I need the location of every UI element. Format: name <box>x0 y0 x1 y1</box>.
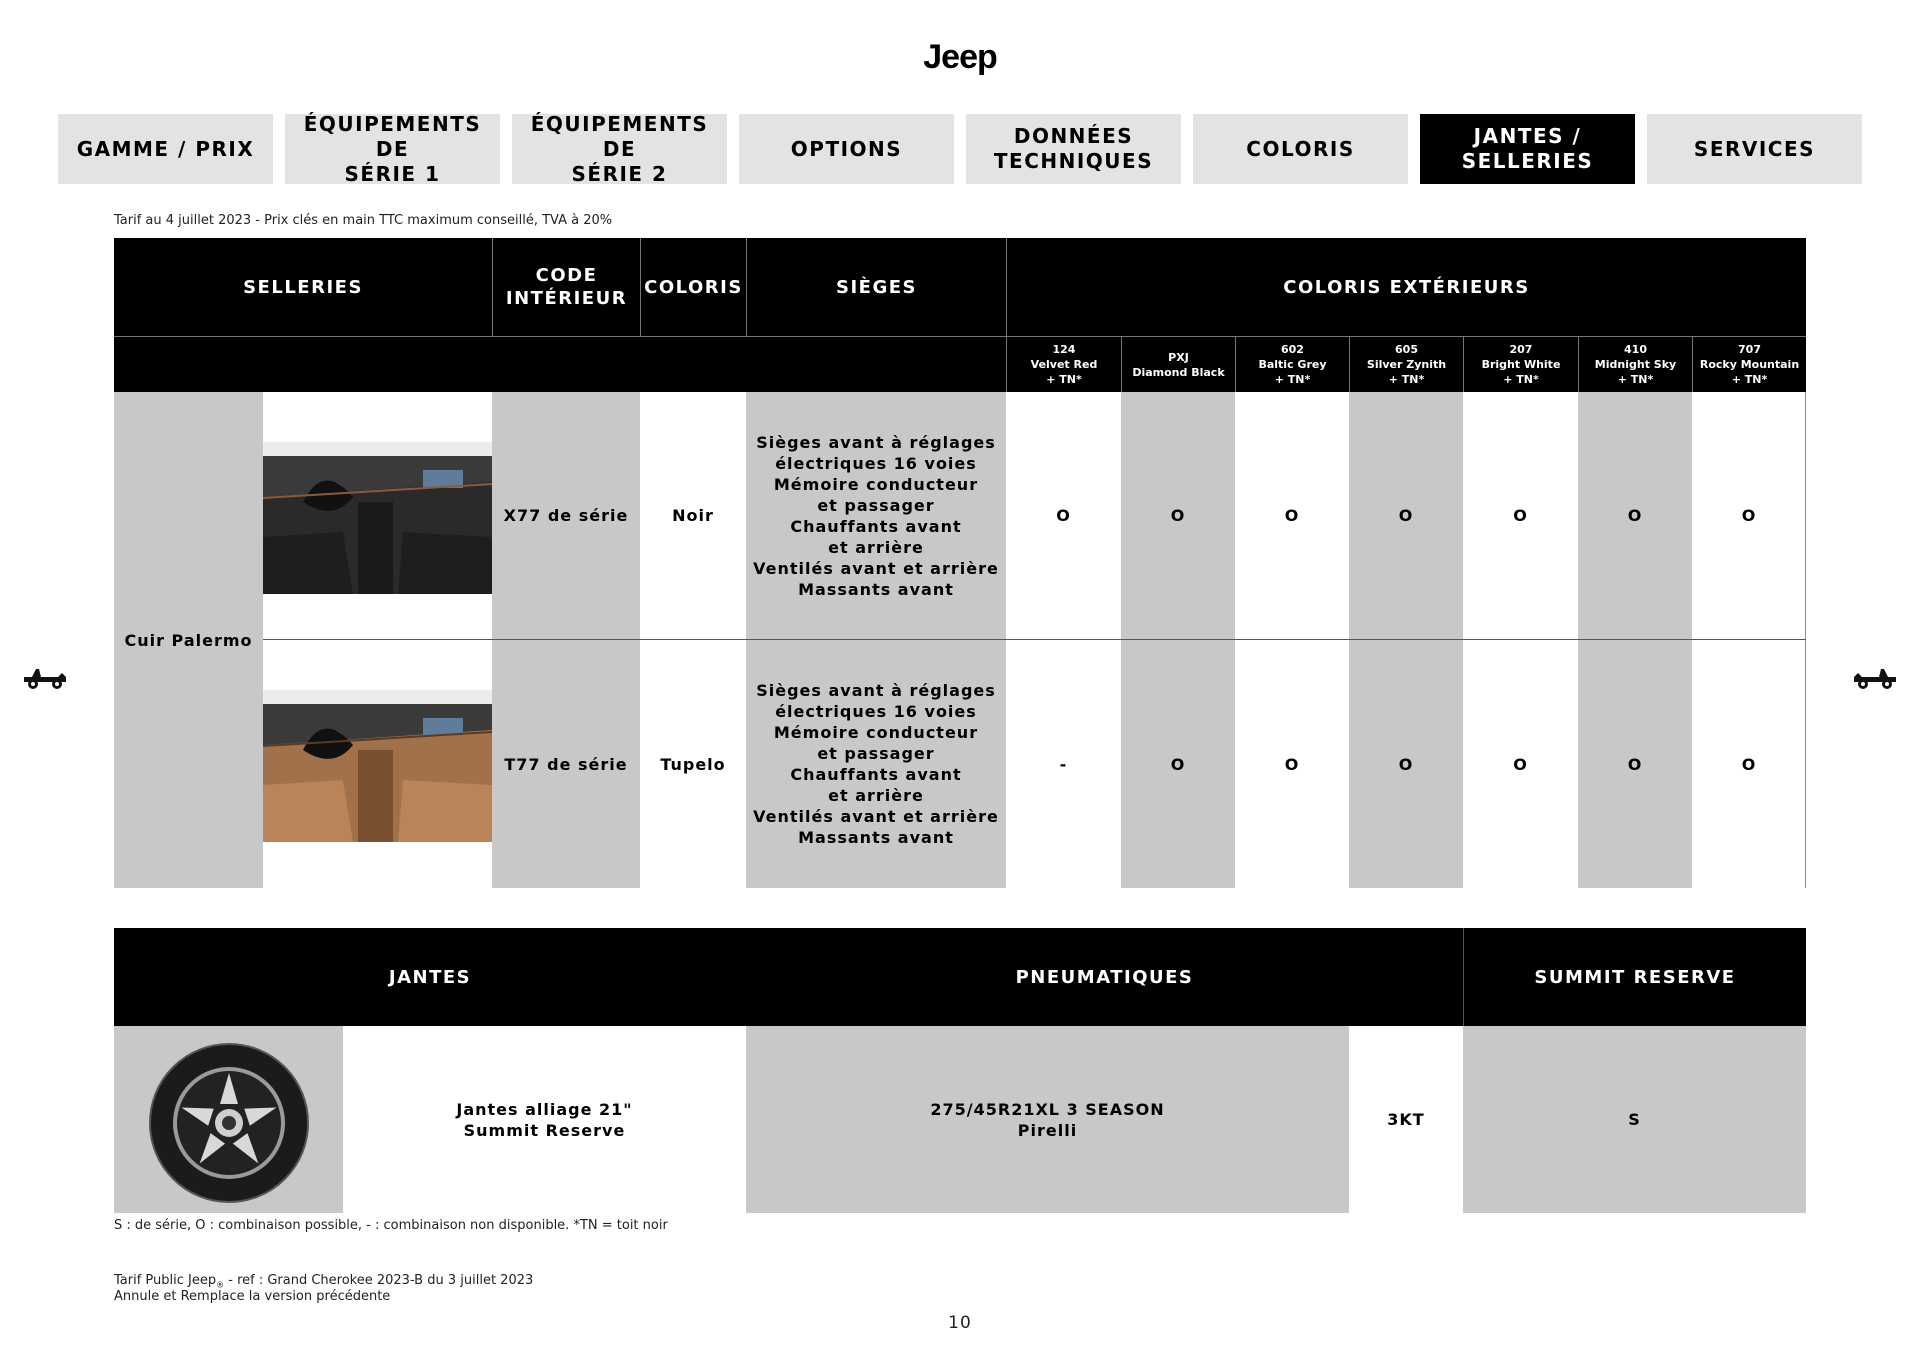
exterior-color-605: 605 Silver Zynith + TN* <box>1349 336 1463 392</box>
row2-avail-207: O <box>1513 754 1528 774</box>
row2-code: T77 de série <box>504 754 628 774</box>
row2-avail-410: O <box>1627 754 1643 774</box>
jeep-logo: Jeep <box>923 38 997 76</box>
row1-avail-605: O <box>1398 506 1414 525</box>
row1-avail-602: O <box>1284 506 1300 525</box>
exterior-color-707: 707 Rocky Mountain + TN* <box>1692 336 1806 392</box>
header-jantes: JANTES <box>114 928 746 1026</box>
registered-mark: ® <box>216 1280 225 1290</box>
row2-avail-707: O <box>1741 754 1757 774</box>
tab-equipements-serie-2[interactable]: ÉQUIPEMENTS DE SÉRIE 2 <box>512 114 727 184</box>
exterior-color-602: 602 Baltic Grey + TN* <box>1235 336 1349 392</box>
jeep-right-icon[interactable] <box>1852 665 1898 691</box>
footer-ref-prefix: Tarif Public Jeep <box>114 1273 217 1288</box>
row2-avail-pxj: O <box>1170 754 1186 774</box>
header-sieges: SIÈGES <box>746 238 1006 336</box>
row2-avail-602: O <box>1284 754 1300 774</box>
exterior-color-207: 207 Bright White + TN* <box>1463 336 1578 392</box>
row1-avail-410: O <box>1627 506 1643 525</box>
header-summit-reserve: SUMMIT RESERVE <box>1463 928 1806 1026</box>
row2-avail-605: O <box>1398 754 1414 774</box>
tab-donnees-techniques[interactable]: DONNÉES TECHNIQUES <box>966 114 1181 184</box>
footer-ref <box>114 1273 533 1290</box>
tab-gamme-prix[interactable]: GAMME / PRIX <box>58 114 273 184</box>
tab-jantes-selleries[interactable]: JANTES / SELLERIES <box>1420 114 1635 184</box>
exterior-color-124: 124 Velvet Red + TN* <box>1006 336 1121 392</box>
interior-black-image <box>263 442 492 594</box>
material-label: Cuir Palermo <box>124 630 253 650</box>
footer-ref-suffix: - ref : Grand Cherokee 2023-B du 3 juillet 2023 <box>224 1273 534 1288</box>
row1-avail-pxj: O <box>1170 506 1186 525</box>
tire-description: 275/45R21XL 3 SEASON Pirelli <box>746 1026 1349 1213</box>
row1-avail-124: O <box>1056 506 1071 525</box>
interior-tupelo-image <box>263 690 492 842</box>
tab-equipements-serie-1[interactable]: ÉQUIPEMENTS DE SÉRIE 1 <box>285 114 500 184</box>
row2-seats: Sièges avant à réglages électriques 16 voies Mémoire conducteur et passager Chauffants avant et arrière Ventilés avant et arrière Massants avant <box>753 681 999 847</box>
row1-avail-207: O <box>1513 506 1528 525</box>
row1-avail-707: O <box>1741 506 1757 525</box>
tab-services[interactable]: SERVICES <box>1647 114 1862 184</box>
tariff-note: Tarif au 4 juillet 2023 - Prix clés en main TTC maximum conseillé, TVA à 20% <box>114 213 613 228</box>
row1-code: X77 de série <box>503 506 629 525</box>
wheel-image <box>148 1042 310 1204</box>
tab-options[interactable]: OPTIONS <box>739 114 954 184</box>
footer-replace: Annule et Remplace la version précédente <box>114 1289 391 1304</box>
header-coloris-exterieurs: COLORIS EXTÉRIEURS <box>1006 238 1806 336</box>
row1-seats: Sièges avant à réglages électriques 16 voies Mémoire conducteur et passager Chauffants avant et arrière Ventilés avant et arrière Massants avant <box>753 432 999 599</box>
tab-coloris[interactable]: COLORIS <box>1193 114 1408 184</box>
header-code-interieur: CODE INTÉRIEUR <box>492 238 640 336</box>
row1-color: Noir <box>672 506 714 525</box>
wheel-code: 3KT <box>1387 1110 1425 1129</box>
jeep-left-icon[interactable] <box>22 665 68 691</box>
header-coloris: COLORIS <box>640 238 746 336</box>
legend: S : de série, O : combinaison possible, - : combinaison non disponible. *TN = toit noir <box>114 1218 668 1233</box>
header-pneumatiques: PNEUMATIQUES <box>746 928 1463 1026</box>
exterior-color-410: 410 Midnight Sky + TN* <box>1578 336 1692 392</box>
row2-avail-124: - <box>1059 754 1068 774</box>
row2-color: Tupelo <box>660 754 726 774</box>
page-number: 10 <box>948 1313 972 1333</box>
header-selleries: SELLERIES <box>114 238 492 336</box>
exterior-color-pxj: PXJ Diamond Black <box>1121 336 1235 392</box>
summit-reserve-value: S <box>1463 1026 1806 1213</box>
wheel-description: Jantes alliage 21" Summit Reserve <box>456 1099 633 1140</box>
subheader-blank <box>114 336 1006 392</box>
